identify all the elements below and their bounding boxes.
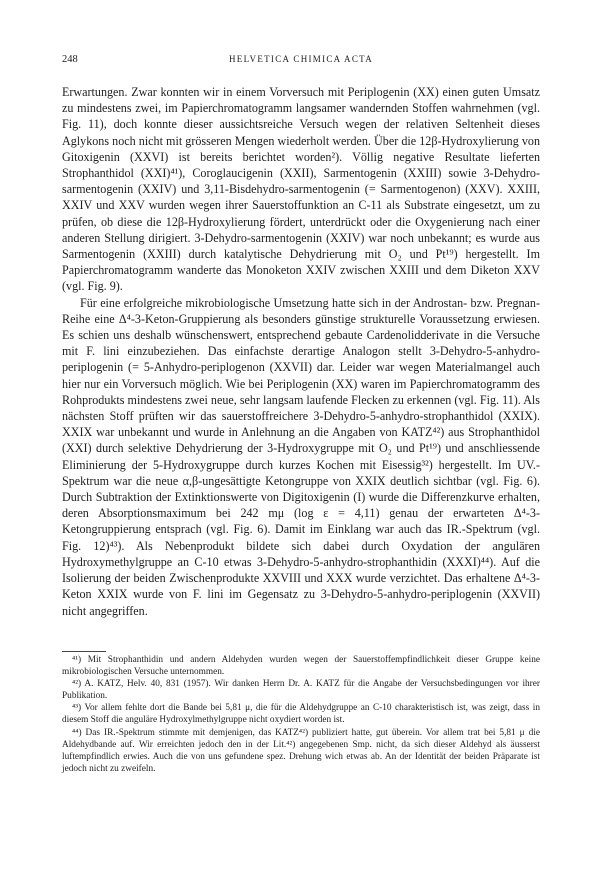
footnote-41: ⁴¹) Mit Strophanthidin und andern Aldehyden wurden wegen der Sauerstoffempfindlichkeit dieser Gruppe keine mikrobiologischen Versuche unternommen. — [62, 655, 540, 678]
footnote-42: ⁴²) A. KATZ, Helv. 40, 831 (1957). Wir danken Herrn Dr. A. KATZ für die Angabe der Versuchsbedingungen vor ihrer Publikation. — [62, 679, 540, 702]
body-text — [62, 84, 540, 619]
paragraph-2: Für eine erfolgreiche mikrobiologische Umsetzung hatte sich in der Androstan- bzw. Pregnan-Reihe eine Δ⁴-3-Keton-Gruppierung als besonders günstige strukturelle Voraussetzung erwiesen. Es schien uns deshalb wünschenswert, entsprechend gebaute Cardenolidderivate in die Versuche mit F. lini einzubeziehen. Das einfachste derartige Analogon stellt 3-Dehydro-5-anhydro-periplogenin (= 5-Anhydro-periplogenon (XXVII) dar. Leider war wegen Materialmangel auch hier nur ein Vorversuch möglich. Wie bei Periplogenin (XX) waren im Papierchromatogramm des Rohprodukts mindestens zwei neue, sehr langsam laufende Flecken zu erkennen (vgl. Fig. 11). Als nächsten Stoff prüften wir das sauerstoffreichere 3-Dehydro-5-anhydro-strophanthidol (XXIX). XXIX war unbekannt und wurde in Anlehnung an die Angaben von KATZ⁴²) aus Strophanthidol (XXI) durch selektive Dehydrierung der 3-Hydroxygruppe mit O₂ und Pt¹⁹) und anschliessende Eliminierung der 5-Hydroxygruppe durch kurzes Kochen mit Eisessig³²) hergestellt. Im UV.-Spektrum war die neue α,β-ungesättigte Ketongruppe von XXIX deutlich sichtbar (vgl. Fig. 6). Durch Subtraktion der Extinktionswerte von Digitoxigenin (I) wurde die Differenzkurve erhalten, deren Absorptionsmaximum bei 242 mμ (log ε = 4,11) genau der erwarteten Δ⁴-3-Ketongruppierung entsprach (vgl. Fig. 6). Damit im Einklang war auch das IR.-Spektrum (vgl. Fig. 12)⁴³). Als Nebenprodukt bildete sich dabei durch Oxydation der angulären Hydroxymethylgruppe an C-10 etwas 3-Dehydro-5-anhydro-strophanthidin (XXXI)⁴⁴). Auf die Isolierung der beiden Zwischenprodukte XXVIII und XXX wurde verzichtet. Das erhaltene Δ⁴-3-Keton XXIX wurde von F. lini im Gegensatz zu 3-Dehydro-5-anhydro-periplogenin (XXVII) nicht angegriffen. — [62, 295, 540, 618]
footnote-43: ⁴³) Vor allem fehlte dort die Bande bei 5,81 μ, die für die Aldehydgruppe an C-10 charakteristisch ist, was zeigt, dass in diesem Stoff die anguläre Hydroxylmethylgruppe nicht oxydiert worden ist. — [62, 703, 540, 726]
page-header — [62, 54, 540, 68]
footnotes — [62, 654, 540, 775]
footnote-44: ⁴⁴) Das IR.-Spektrum stimmte mit demjenigen, das KATZ⁴²) publiziert hatte, gut überein. Vor allem trat bei 5,81 μ die Aldehydbande auf. Wir erreichten jedoch den in der Lit.⁴²) angegebenen Smp. nicht, da sich dieser Aldehyd als äusserst luftempfindlich erwies. Auch die von uns gefundene spez. Drehung wich etwas ab. An der Identität der beiden Präparate ist jedoch nicht zu zweifeln. — [62, 727, 540, 774]
paragraph-1: Erwartungen. Zwar konnten wir in einem Vorversuch mit Periplogenin (XX) einen guten Umsatz zu mindestens zwei, im Papierchromatogramm langsamer wandernden Stoffen wahrnehmen (vgl. Fig. 11), doch konnte dieser aussichtsreiche Versuch wegen der relativen Seltenheit dieses Aglykons noch nicht mit grösseren Mengen wiederholt werden. Über die 12β-Hydroxylierung von Gitoxigenin (XXVI) ist bereits berichtet worden²). Völlig negative Resultate lieferten Strophanthidol (XXI)⁴¹), Coroglaucigenin (XXII), Sarmentogenin (XXIII) sowie 3-Dehydro-sarmentogenin (XXIV) und 3,11-Bisdehydro-sarmentogenin (= Sarmentogenon) (XXV). XXIII, XXIV und XXV wurden wegen ihrer Sauerstoffunktion an C-11 als Substrate eingesetzt, um zu prüfen, ob diese die 12β-Hydroxylierung fördert, unterdrückt oder die Oxygenierung nach einer anderen Stellung dirigiert. 3-Dehydro-sarmentogenin (XXIV) war noch unbekannt; es wurde aus Sarmentogenin (XXIII) durch katalytische Dehydrierung mit O₂ und Pt¹⁹) hergestellt. Im Papierchromatogramm wanderte das Monoketon XXIV zwischen XXIII und dem Diketon XXV (vgl. Fig. 9). — [62, 85, 540, 294]
running-title: HELVETICA CHIMICA ACTA — [228, 54, 374, 64]
footnote-rule — [62, 651, 106, 652]
page-number: 248 — [62, 54, 78, 65]
